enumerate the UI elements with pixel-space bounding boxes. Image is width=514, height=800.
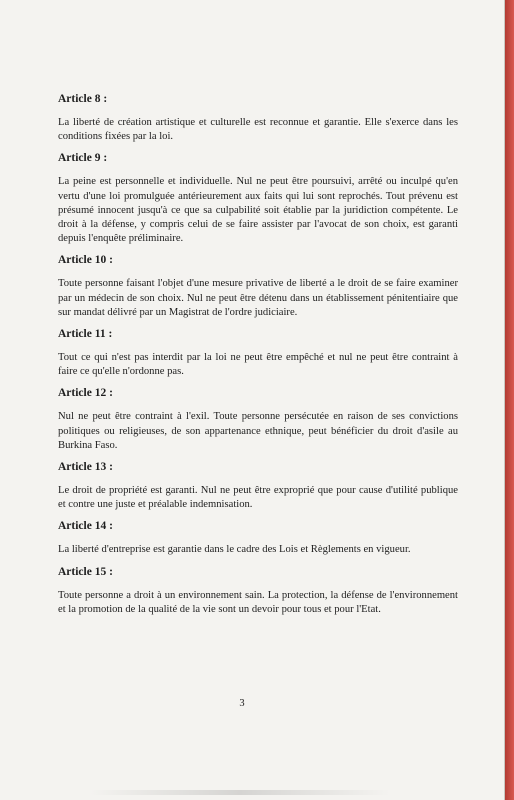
document-body xyxy=(58,92,458,624)
article-heading: Article 10 : xyxy=(58,254,113,267)
article-text: La peine est personnelle et individuelle. Nul ne peut être poursuivi, arrêté ou inculpé qu'en vertu d'une loi promulguée antérieurement aux faits qui lui sont reprochés. Tout prévenu est présumé innocent jusqu'à ce que sa culpabilité soit établie par la juridiction compétente. Le droit à la défense, y compris celui de se faire assister par l'avocat de son choix, est garanti depuis l'enquête préliminaire. xyxy=(58,176,458,245)
article-12 xyxy=(58,386,458,453)
article-heading: Article 13 : xyxy=(58,461,113,474)
article-heading: Article 12 : xyxy=(58,387,113,400)
article-heading: Article 9 : xyxy=(58,152,108,165)
article-14 xyxy=(58,519,458,557)
article-text: La liberté de création artistique et culturelle est reconnue et garantie. Elle s'exerce dans les conditions fixées par la loi. xyxy=(58,117,458,143)
article-text: Toute personne a droit à un environnement sain. La protection, la défense de l'environnement et la promotion de la qualité de la vie sont un devoir pour tous et pour l'Etat. xyxy=(58,589,458,615)
article-10 xyxy=(58,253,458,320)
article-13 xyxy=(58,460,458,512)
article-heading: Article 11 : xyxy=(58,328,113,341)
article-text: Le droit de propriété est garanti. Nul ne peut être exproprié que pour cause d'utilité publique et contre une juste et préalable indemnisation. xyxy=(58,485,458,511)
page-edge-border xyxy=(505,0,514,800)
article-15 xyxy=(58,565,458,617)
page-number: 3 xyxy=(239,698,245,709)
article-8 xyxy=(58,92,458,144)
article-9 xyxy=(58,151,458,246)
article-text: Tout ce qui n'est pas interdit par la loi ne peut être empêché et nul ne peut être contraint à faire ce qu'elle n'ordonne pas. xyxy=(58,352,458,378)
scan-shadow xyxy=(90,790,390,795)
article-heading: Article 8 : xyxy=(58,93,108,105)
article-text: Nul ne peut être contraint à l'exil. Toute personne persécutée en raison de ses convictions politiques ou religieuses, de son appartenance ethnique, peut bénéficier du droit d'asile au Burkina Faso. xyxy=(58,411,458,451)
article-heading: Article 15 : xyxy=(58,565,113,578)
article-heading: Article 14 : xyxy=(58,520,113,533)
article-text: Toute personne faisant l'objet d'une mesure privative de liberté a le droit de se faire examiner par un médecin de son choix. Nul ne peut être détenu dans un établissement pénitentiaire que sur mandat délivré par un Magistrat de l'ordre judiciaire. xyxy=(58,278,458,318)
article-text: La liberté d'entreprise est garantie dans le cadre des Lois et Règlements en vigueur. xyxy=(58,544,411,556)
article-11 xyxy=(58,327,458,379)
